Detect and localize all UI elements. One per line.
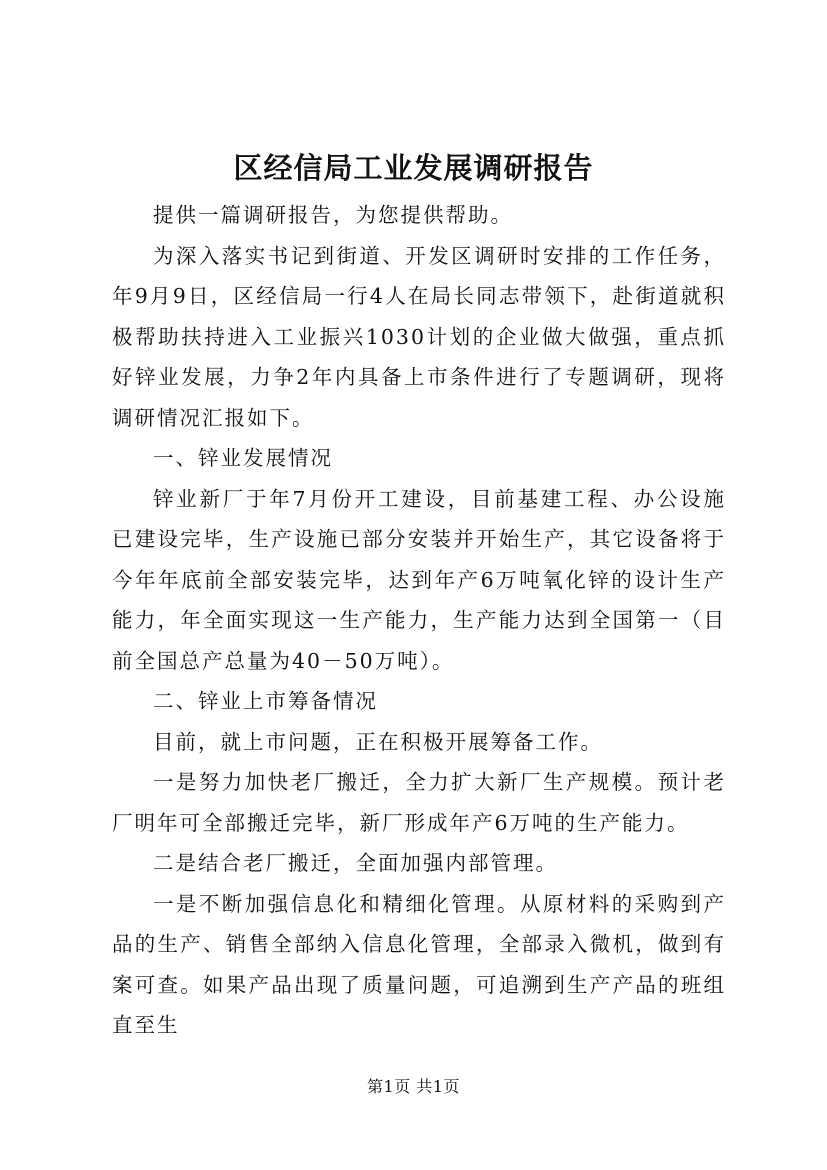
paragraph-point-management: 二是结合老厂搬迁，全面加强内部管理。 (153, 851, 558, 875)
paragraph-intro: 提供一篇调研报告，为您提供帮助。 (153, 203, 513, 227)
paragraph-background: 为深入落实书记到街道、开发区调研时安排的工作任务，年9月9日，区经信局一行4人在局长同志带领下，赴街道就积极帮助扶持进入工业振兴1030计划的企业做大做强，重点抓好锌业发展，力争2年内具备上市条件进行了专题调研，现将调研情况汇报如下。 (112, 243, 726, 430)
paragraph-listing-status: 目前，就上市问题，正在积极开展筹备工作。 (153, 729, 603, 754)
page-footer: 第1页 共1页 (367, 1077, 460, 1096)
paragraph-point-informatization: 一是不断加强信息化和精细化管理。从原材料的采购到产品的生产、销售全部纳入信息化管理，全部录入微机，做到有案可查。如果产品出现了质量问题，可追溯到生产产品的班组直至生 (112, 891, 726, 1037)
section-heading-zinc-development: 一、锌业发展情况 (153, 446, 333, 470)
document-body (112, 195, 726, 1046)
document-title: 区经信局工业发展调研报告 (233, 151, 594, 185)
paragraph-zinc-development: 锌业新厂于年7月份开工建设，目前基建工程、办公设施已建设完毕，生产设施已部分安装并开始生产，其它设备将于今年年底前全部安装完毕，达到年产6万吨氧化锌的设计生产能力，年全面实现这一生产能力，生产能力达到全国第一（目前全国总产总量为40－50万吨）。 (112, 486, 726, 673)
section-heading-listing-preparation: 二、锌业上市筹备情况 (153, 689, 378, 713)
paragraph-point-relocation: 一是努力加快老厂搬迁，全力扩大新厂生产规模。预计老厂明年可全部搬迁完毕，新厂形成年产6万吨的生产能力。 (112, 770, 726, 835)
